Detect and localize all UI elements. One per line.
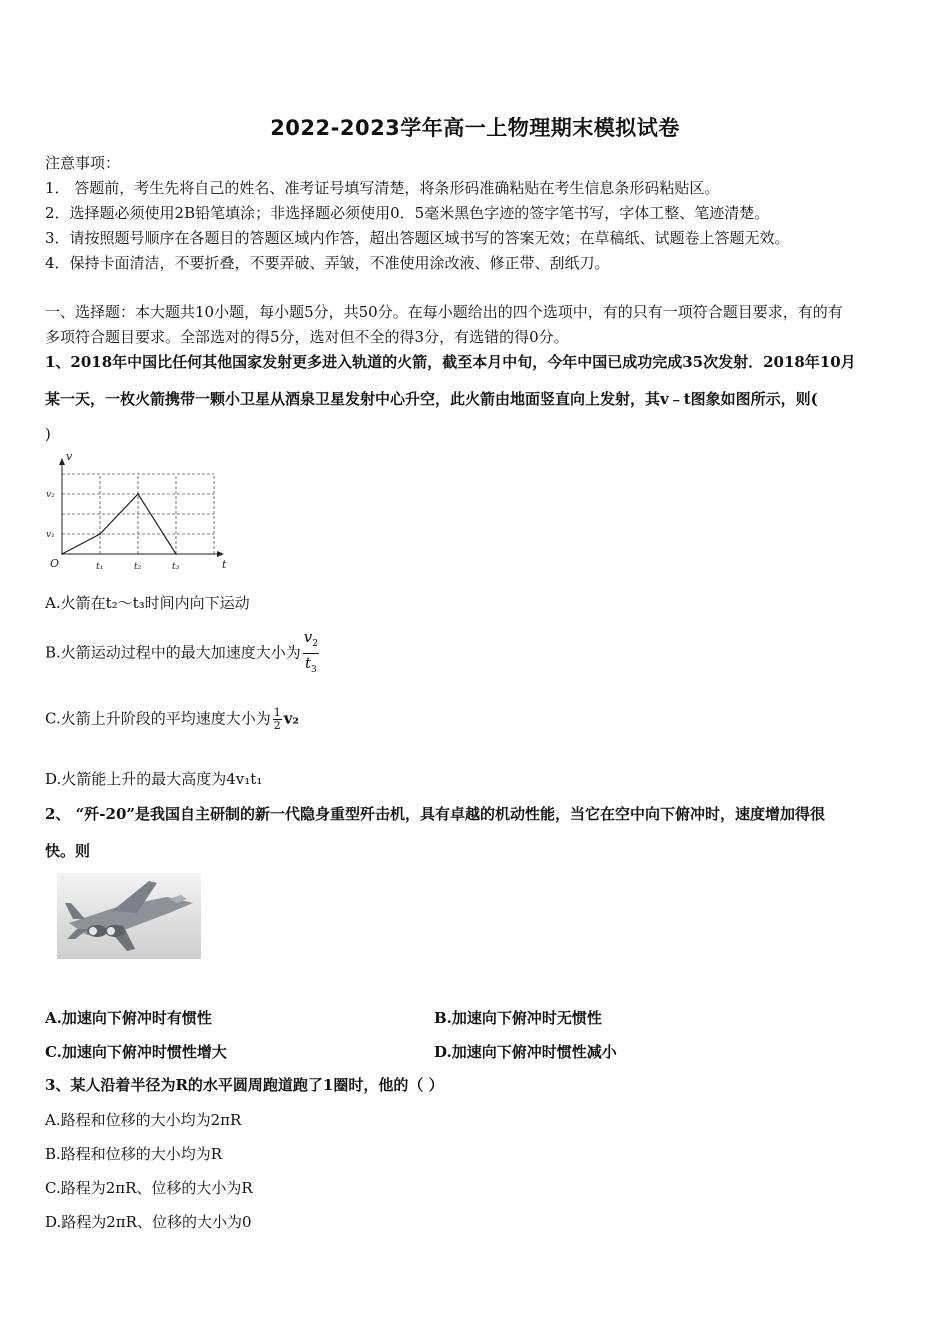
q1-stem-line3: )	[45, 425, 51, 443]
y-axis-label: v	[66, 450, 73, 463]
q3-option-b[interactable]: B.路程和位移的大小均为R	[45, 1145, 223, 1163]
notice-heading: 注意事项：	[45, 154, 121, 172]
notice-item-3: 3．请按照题号顺序在各题目的答题区域内作答，超出答题区域书写的答案无效；在草稿纸、试题卷上答题无效。	[45, 229, 790, 247]
x-tick-label: t₂	[134, 562, 142, 572]
notice-item-2: 2．选择题必须使用2B铅笔填涂；非选择题必须使用0．5毫米黑色字迹的签字笔书写，字体工整、笔迹清楚。	[45, 204, 770, 222]
q1-stem-line2: 某一天，一枚火箭携带一颗小卫星从酒泉卫星发射中心升空，此火箭由地面竖直向上发射，其v﹣t图象如图所示，则(	[45, 390, 818, 408]
q1-stem-line1: 1、2018年中国比任何其他国家发射更多进入轨道的火箭，截至本月中旬，今年中国已成功完成35次发射．2018年10月	[45, 353, 856, 371]
series-line	[62, 494, 176, 554]
q1-option-c-fraction: $\frac{1}{2}$	[273, 706, 281, 732]
q1-option-b-fraction: $\frac{v_2}{t_3}$	[303, 628, 319, 675]
x-tick-label: t₃	[172, 562, 180, 572]
x-axis-label: t	[222, 558, 227, 571]
series-point	[175, 553, 177, 555]
q1-option-c[interactable]	[45, 707, 299, 732]
q1-option-c-suffix: v₂	[283, 709, 300, 728]
q3-stem: 3、某人沿着半径为R的水平圆周跑道跑了1圈时，他的（ ）	[45, 1076, 444, 1094]
fighter-jet-icon	[57, 873, 201, 959]
q1-option-c-text: C.火箭上升阶段的平均速度大小为	[45, 709, 271, 728]
q1-option-d[interactable]: D.火箭能上升的最大高度为4v₁t₁	[45, 770, 263, 788]
vt-chart	[40, 450, 227, 577]
chart-series	[61, 493, 177, 555]
y-tick-label: v₂	[46, 490, 55, 500]
q1-option-a[interactable]: A.火箭在t₂～t₃时间内向下运动	[45, 594, 250, 612]
y-tick-label: v₁	[46, 530, 55, 540]
series-point	[99, 533, 101, 535]
q3-option-d[interactable]: D.路程为2πR、位移的大小为0	[45, 1213, 252, 1231]
q2-option-d[interactable]: D.加速向下俯冲时惯性减小	[434, 1043, 617, 1061]
page-title: 2022-2023学年高一上物理期末模拟试卷	[270, 116, 680, 140]
q1-option-b-text: B.火箭运动过程中的最大加速度大小为	[45, 643, 301, 662]
fighter-jet-image	[57, 873, 201, 959]
q2-option-b[interactable]: B.加速向下俯冲时无惯性	[434, 1009, 602, 1027]
notice-item-1: 1． 答题前，考生先将自己的姓名、准考证号填写清楚，将条形码准确粘贴在考生信息条形码粘贴区。	[45, 179, 720, 197]
x-tick-label: t₁	[96, 562, 104, 572]
q2-stem-line1: 2、 “歼-20”是我国自主研制的新一代隐身重型歼击机，具有卓越的机动性能，当它在空中向下俯冲时，速度增加得很	[45, 805, 826, 823]
notice-item-4: 4．保持卡面清洁，不要折叠，不要弄破、弄皱，不准使用涂改液、修正带、刮纸刀。	[45, 254, 610, 272]
section-intro-line2: 多项符合题目要求。全部选对的得5分，选对但不全的得3分，有选错的得0分。	[45, 328, 569, 346]
y-axis-arrow	[59, 458, 65, 465]
series-point	[137, 493, 139, 495]
q2-option-c[interactable]: C.加速向下俯冲时惯性增大	[45, 1043, 227, 1061]
series-point	[61, 553, 63, 555]
x-axis-arrow	[217, 551, 224, 557]
section-intro-line1: 一、选择题：本大题共10小题，每小题5分，共50分。在每小题给出的四个选项中，有的只有一项符合题目要求，有的有	[45, 303, 843, 321]
q3-option-a[interactable]: A.路程和位移的大小均为2πR	[45, 1111, 242, 1129]
q1-option-b[interactable]	[45, 628, 321, 679]
q3-option-c[interactable]: C.路程为2πR、位移的大小为R	[45, 1179, 253, 1197]
q2-stem-line2: 快。则	[45, 842, 91, 860]
origin-label: O	[50, 557, 60, 570]
q2-option-a[interactable]: A.加速向下俯冲时有惯性	[45, 1009, 212, 1027]
